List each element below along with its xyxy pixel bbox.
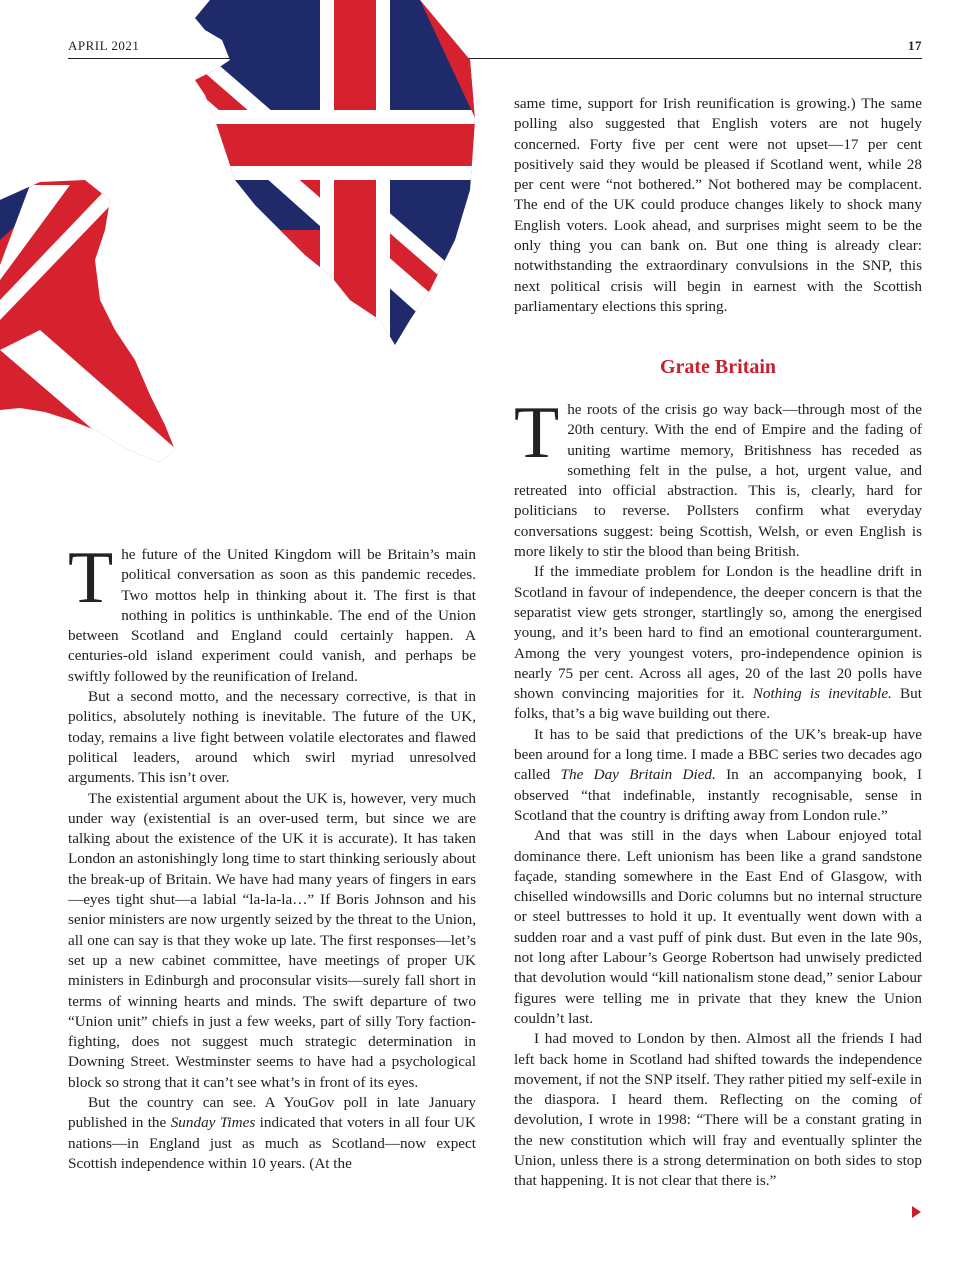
paragraph: But a second motto, and the necessary corrective, is that in politics, absolutely nothing is inevitable. The future of the UK, today, remains a live fight between volatile electorates and flawed political leaders, around which swirl myriad unresolved arguments. This isn’t over. <box>68 688 476 787</box>
paragraph: I had moved to London by then. Almost all the friends I had left back home in Scotland had shifted towards the independence movement, if not the SNP itself. They rather pitied my self-exile in the diaspora. I heard them. Reflecting on the coming of devolution, I wrote in 1998: “There will be a constant grating in the new constitution which will fray and eventually splinter the Union, unless there is a strong determination on both sides to stop that happening. It is not clear that there is.” <box>514 1030 922 1190</box>
publication-title: Sunday Times <box>170 1114 256 1132</box>
drop-cap: T <box>68 537 114 619</box>
paragraph-text: he roots of the crisis go way back—through most of the 20th century. With the end of Empire and the fading of uniting wartime memory, Britishness has receded as something felt in the pulse, a hot, urgent value, and retreated into official abstraction. This is, clearly, hard for politicians to reverse. Pollsters confirm what everyday conversations suggest: being Scottish, Welsh, or even English is more likely to stir the blood than being British. <box>514 401 922 561</box>
opening-paragraph <box>514 392 922 562</box>
left-column <box>68 537 476 1174</box>
flag-fragment-left <box>0 170 200 470</box>
paragraph <box>514 725 922 826</box>
paragraph-text: It has to be said that predictions of the UK’s break-up have been around for a long time. I made a BBC series two decades ago called <box>514 725 922 784</box>
paragraph: The existential argument about the UK is, however, very much under way (existential is an over-used term, but since we are talking about the existence of the UK it is accurate). It has taken London an astonishingly long time to start thinking seriously about the break-up of Britain. We have had many years of fingers in ears—eyes tight shut—a labial “la-la-la…” If Boris Johnson and his senior ministers are now urgently seized by the threat to the Union, all one can say is that they woke up late. The first responses—let’s set up a new cabinet committee, have meetings of proper UK ministers in Edinburgh and proconsular visits—surely fall short in terms of winning hearts and minds. The swift departure of two “Union unit” chiefs in just a few weeks, part of silly Tory faction-fighting, does not suggest much strategic determination in Downing Street. Westminster seems to have had a psychological block so strong that it can’t see what’s in front of its eyes. <box>68 789 476 1091</box>
paragraph-text: In an accompanying book, I observed “that indefinable, instantly recognisable, sense in Scotland that the country is drifting away from London rule.” <box>514 766 923 824</box>
right-column-top <box>514 94 922 317</box>
series-title: The Day Britain Died. <box>560 766 716 784</box>
paragraph-text: But folks, that’s a big wave building out there. <box>514 685 922 723</box>
paragraph: And that was still in the days when Labour enjoyed total dominance there. Left unionism has been like a grand sandstone façade, standing somewhere in the East End of Glasgow, with chiselled windowsills and Doric columns but no internal structure or steel buttresses to hold it up. It eventually went down with a sudden roar and a vast puff of pink dust. But even in the late 90s, not long after Labour’s George Robertson had unwisely predicted that devolution would “kill nationalism stone dead,” senior Labour figures were telling me in private that they knew the Union couldn’t last. <box>514 827 922 1027</box>
paragraph <box>514 562 922 724</box>
paragraph-text: he future of the United Kingdom will be Britain’s main political conversation as soon as this pandemic recedes. Two mottos help in thinking about it. The first is that nothing in politics is unthinkable. The end of the Union between Scotland and England could certainly happen. A centuries-old island experiment could vanish, and perhaps be swiftly followed by the reunification of Ireland. <box>68 546 476 685</box>
issue-date: APRIL 2021 <box>68 38 140 53</box>
section-subhead: Grate Britain <box>659 356 777 378</box>
drop-cap: T <box>514 392 560 474</box>
torn-union-jack-icon <box>0 0 500 470</box>
paragraph-text: indicated that voters in all four UK nations—in England just as much as Scotland—now expect Scottish independence within 10 years. (At the <box>68 1114 476 1172</box>
paragraph-text: If the immediate problem for London is the headline drift in Scotland in favour of independence, the deeper concern is that the separatist view gets stronger, startlingly so, among the energised young, and it’s been hard to find an emotional counterargument. Among the very youngest voters, pro-independence opinion is nearly 75 per cent. Across all ages, 20 of the last 20 polls have shown convincing majorities for it. <box>514 563 922 703</box>
paragraph <box>68 1093 476 1174</box>
emphasis-text: Nothing is inevitable. <box>752 685 892 703</box>
page-number: 17 <box>908 38 922 53</box>
paragraph-text: But the country can see. A YouGov poll in late January published in the <box>68 1094 476 1132</box>
opening-paragraph <box>68 537 476 687</box>
right-column <box>514 392 923 1192</box>
flag-fragment-right <box>190 0 490 360</box>
paragraph: same time, support for Irish reunification is growing.) The same polling also suggested that English voters are not hugely concerned. Forty five per cent were not upset—17 per cent positively said they would be pleased if Scotland went, while 28 per cent were “not bothered.” Not bothered may be complacent. The end of the UK could produce changes likely to shock many English voters. Look ahead, and surprises might seem to be the only thing you can bank on. But one thing is already clear: notwithstanding the extraordinary convulsions in the SNP, this next political crisis will begin in earnest with the Scottish parliamentary elections this spring. <box>514 95 922 315</box>
red-triangle-end-icon <box>912 1206 921 1218</box>
